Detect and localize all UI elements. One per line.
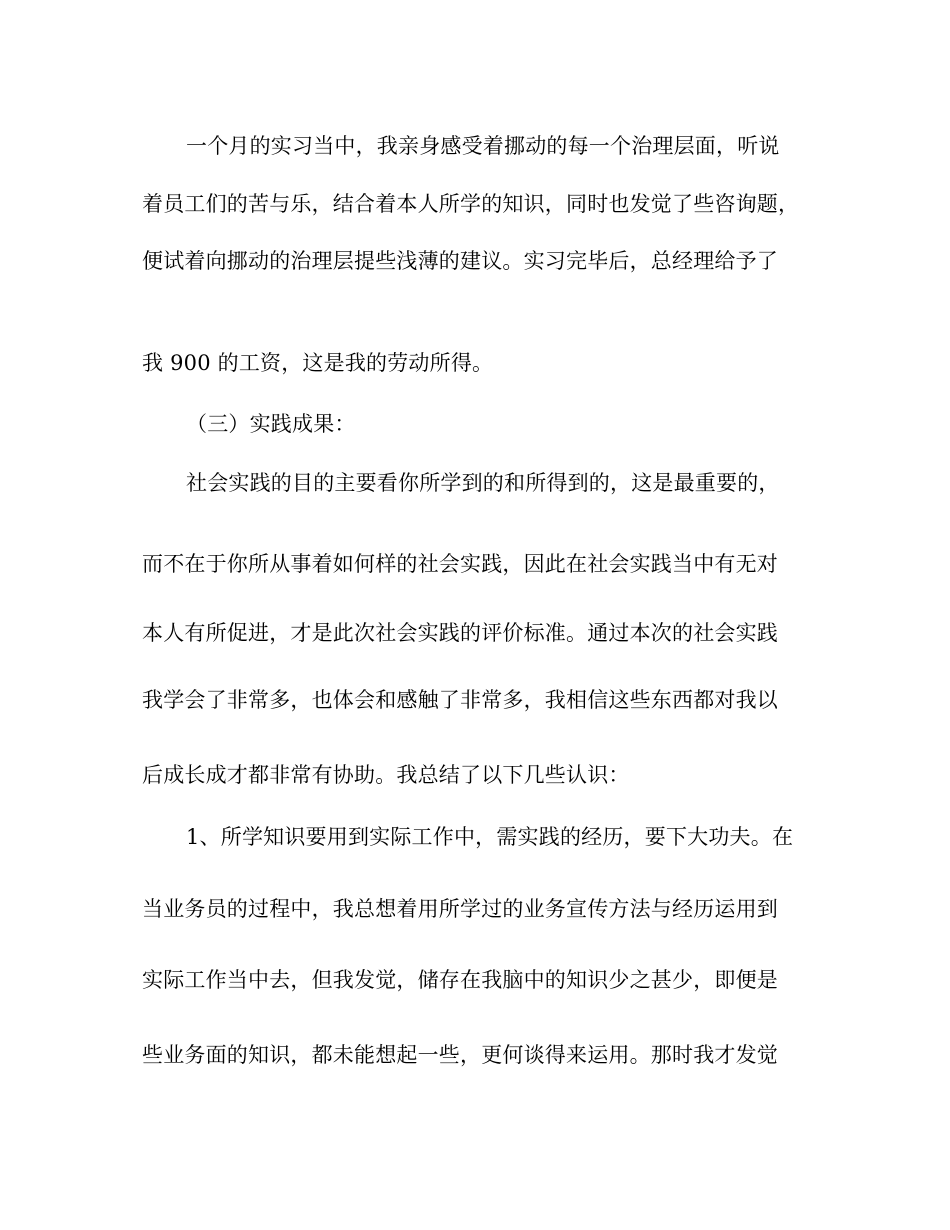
paragraph-line: 着员工们的苦与乐，结合着本人所学的知识，同时也发觉了些咨询题， [142,192,800,216]
paragraph-line: 些业务面的知识，都未能想起一些，更何谈得来运用。那时我才发觉 [142,1043,778,1067]
paragraph-line: 当业务员的过程中，我总想着用所学过的业务宣传方法与经历运用到 [142,897,778,921]
paragraph-line: 便试着向挪动的治理层提些浅薄的建议。实习完毕后，总经理给予了 [142,249,778,273]
paragraph-line: 我学会了非常多，也体会和感触了非常多，我相信这些东西都对我以 [142,688,778,712]
paragraph-line: 我 900 的工资，这是我的劳动所得。 [142,351,494,375]
paragraph-line: 而不在于你所从事着如何样的社会实践，因此在社会实践当中有无对 [142,552,778,576]
section-heading: （三）实践成果： [186,412,356,436]
paragraph-line: 实际工作当中去，但我发觉，储存在我脑中的知识少之甚少，即便是 [142,968,778,992]
paragraph-line: 1、所学知识要用到实际工作中，需实践的经历，要下大功夫。在 [186,825,794,849]
paragraph-line: 后成长成才都非常有协助。我总结了以下几些认识： [142,763,630,787]
paragraph-line: 社会实践的目的主要看你所学到的和所得到的，这是最重要的， [186,471,780,495]
paragraph-line: 本人有所促进，才是此次社会实践的评价标准。通过本次的社会实践 [142,621,778,645]
paragraph-line: 一个月的实习当中，我亲身感受着挪动的每一个治理层面，听说 [186,134,780,158]
